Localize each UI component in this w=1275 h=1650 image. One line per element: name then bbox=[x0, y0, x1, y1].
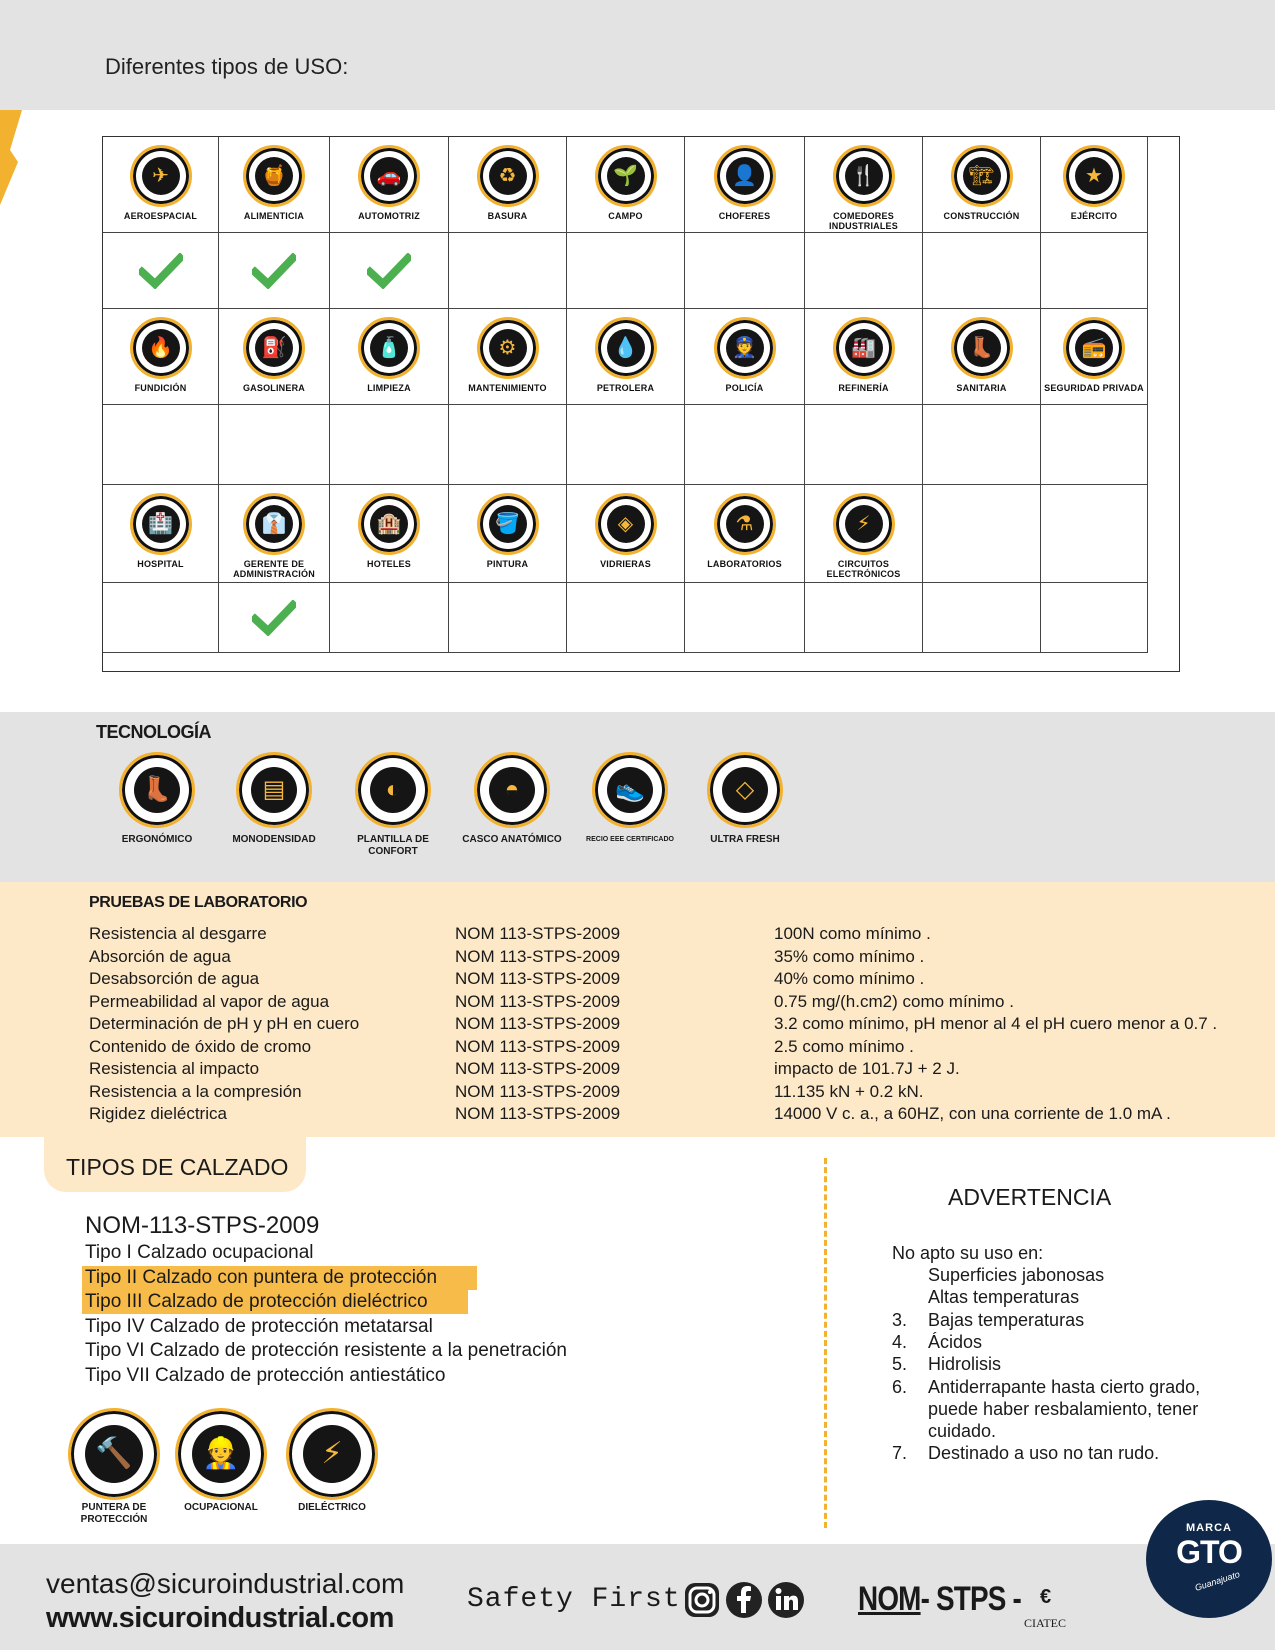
usage-label: AUTOMOTRIZ bbox=[358, 211, 420, 221]
warning-number: 7. bbox=[892, 1443, 908, 1464]
usage-check-cell bbox=[685, 233, 805, 309]
usage-cell bbox=[805, 485, 923, 583]
warning-item: Destinado a uso no tan rudo. bbox=[928, 1443, 1160, 1464]
usage-cell bbox=[330, 485, 449, 583]
usage-label: CAMPO bbox=[608, 211, 643, 221]
usage-check-cell bbox=[330, 233, 449, 309]
usage-check-cell bbox=[219, 583, 330, 653]
usage-label: CHOFERES bbox=[718, 211, 771, 221]
usage-label: ALIMENTICIA bbox=[243, 211, 305, 221]
usage-cell bbox=[330, 309, 449, 405]
fuel-nozzle-icon: ⛽ bbox=[243, 317, 305, 379]
manager-icon: 👔 bbox=[243, 493, 305, 555]
usage-check-cell bbox=[103, 405, 219, 485]
usage-cell bbox=[449, 137, 567, 233]
technology-item bbox=[333, 752, 453, 858]
technology-item bbox=[214, 752, 334, 846]
usage-check-cell bbox=[219, 405, 330, 485]
lab-test-value: 2.5 como mínimo . bbox=[774, 1036, 914, 1056]
lab-test-value: 14000 V c. a., a 60HZ, con una corriente de 1.0 mA . bbox=[774, 1104, 1171, 1123]
lab-test-name: Determinación de pH y pH en cuero bbox=[89, 1014, 360, 1033]
usage-check-cell bbox=[923, 583, 1041, 653]
usage-check-cell bbox=[449, 583, 567, 653]
driver-icon: 👤 bbox=[714, 145, 776, 207]
sole-layers-icon: ▤ bbox=[236, 752, 312, 828]
lab-test-name: Rigidez dieléctrica bbox=[89, 1104, 227, 1123]
usage-cell bbox=[805, 309, 923, 405]
usage-label: GERENTE DE ADMINISTRACIÓN bbox=[233, 559, 315, 579]
radio-icon: 📻 bbox=[1063, 317, 1125, 379]
shoe-type-item: Tipo IV Calzado de protección metatarsal bbox=[85, 1315, 433, 1337]
shoe-types-norm: NOM-113-STPS-2009 bbox=[85, 1212, 320, 1239]
usage-cell bbox=[685, 309, 805, 405]
lab-test-norm: NOM 113-STPS-2009 bbox=[455, 1036, 621, 1056]
usage-cell bbox=[805, 137, 923, 233]
usage-label: AEROESPACIAL bbox=[123, 211, 198, 221]
usage-check-cell bbox=[567, 233, 685, 309]
lab-tests-section bbox=[0, 882, 1275, 1137]
toe-cap-icon: ◓ bbox=[474, 752, 550, 828]
check-icon bbox=[252, 600, 296, 636]
technology-item bbox=[685, 752, 805, 846]
warning-item: Bajas temperaturas bbox=[928, 1309, 1085, 1330]
lab-test-row bbox=[0, 1104, 1275, 1126]
shoe-types-tab-title: TIPOS DE CALZADO bbox=[66, 1154, 289, 1180]
usage-grid bbox=[102, 136, 1180, 672]
technology-label: RECIO EEE CERTIFICADO bbox=[586, 836, 674, 843]
usage-label: SEGURIDAD PRIVADA bbox=[1044, 383, 1144, 393]
usage-label: REFINERÍA bbox=[838, 383, 889, 393]
usage-label: PETROLERA bbox=[596, 383, 655, 393]
usage-cell bbox=[103, 137, 219, 233]
usage-check-cell bbox=[805, 583, 923, 653]
usage-cell bbox=[219, 485, 330, 583]
technology-item bbox=[97, 752, 217, 846]
page-title: Diferentes tipos de USO: bbox=[105, 54, 349, 79]
usage-check-cell bbox=[923, 233, 1041, 309]
lab-test-name: Resistencia a la compresión bbox=[89, 1081, 302, 1101]
technology-label: ERGONÓMICO bbox=[121, 834, 193, 845]
shoe-type-icon-item bbox=[58, 1408, 170, 1526]
sock-shoe-icon: 👟 bbox=[592, 752, 668, 828]
usage-cell bbox=[923, 485, 1041, 583]
usage-label: VIDRIERAS bbox=[600, 559, 651, 569]
warning-item: cuidado. bbox=[928, 1421, 997, 1442]
shoe-type-icon-label: DIELÉCTRICO bbox=[298, 1502, 366, 1513]
usage-cell bbox=[685, 137, 805, 233]
airplane-icon: ✈ bbox=[130, 145, 192, 207]
warning-item: Altas temperaturas bbox=[928, 1287, 1080, 1308]
lab-test-name: Desabsorción de agua bbox=[89, 969, 260, 988]
gto-wordmark: GTO bbox=[1176, 1534, 1242, 1570]
usage-label: HOSPITAL bbox=[137, 559, 184, 569]
trash-bag-icon: ♻ bbox=[477, 145, 539, 207]
usage-label: LIMPIEZA bbox=[367, 383, 411, 393]
shoe-type-item: Tipo I Calzado ocupacional bbox=[85, 1242, 314, 1263]
circuit-icon: ⚡ bbox=[833, 493, 895, 555]
lab-test-norm: NOM 113-STPS-2009 bbox=[455, 924, 621, 943]
car-icon: 🚗 bbox=[358, 145, 420, 207]
usage-check-cell bbox=[685, 405, 805, 485]
lab-test-norm: NOM 113-STPS-2009 bbox=[455, 969, 621, 988]
oil-drop-icon: 💧 bbox=[595, 317, 657, 379]
warning-item: puede haber resbalamiento, tener bbox=[928, 1398, 1199, 1419]
glass-icon: ◈ bbox=[595, 493, 657, 555]
soldier-icon: ★ bbox=[1063, 145, 1125, 207]
warning-number: 5. bbox=[892, 1354, 908, 1375]
usage-label: CONSTRUCCIÓN bbox=[943, 211, 1020, 221]
lab-test-row bbox=[0, 947, 1275, 969]
usage-label: MANTENIMIENTO bbox=[468, 383, 547, 393]
check-icon bbox=[139, 253, 183, 289]
lab-test-value: 0.75 mg/(h.cm2) como mínimo . bbox=[774, 991, 1014, 1011]
lab-test-norm: NOM 113-STPS-2009 bbox=[455, 946, 621, 966]
lab-test-row bbox=[0, 992, 1275, 1014]
gear-wrench-icon: ⚙ bbox=[477, 317, 539, 379]
worker-helmet-icon: 👷 bbox=[175, 1408, 267, 1500]
usage-check-cell bbox=[567, 583, 685, 653]
warning-item: Superficies jabonosas bbox=[928, 1265, 1105, 1285]
warning-item: Hidrolisis bbox=[928, 1354, 1002, 1375]
linkedin-icon[interactable] bbox=[766, 1580, 806, 1620]
lab-test-norm: NOM 113-STPS-2009 bbox=[455, 1059, 621, 1078]
lab-test-norm: NOM 113-STPS-2009 bbox=[455, 991, 621, 1011]
lab-test-name: Resistencia al impacto bbox=[89, 1059, 260, 1078]
warning-number: 6. bbox=[892, 1376, 908, 1397]
oil-pump-icon: 🏭 bbox=[833, 317, 895, 379]
shoe-type-icon-item bbox=[165, 1408, 277, 1514]
usage-label: EJÉRCITO bbox=[1070, 211, 1118, 221]
usage-cell bbox=[103, 309, 219, 405]
usage-label: COMEDORES INDUSTRIALES bbox=[829, 211, 898, 231]
footer bbox=[0, 1544, 1275, 1650]
usage-check-cell bbox=[449, 233, 567, 309]
usage-check-cell bbox=[805, 405, 923, 485]
lab-test-row bbox=[0, 1037, 1275, 1059]
instagram-icon[interactable] bbox=[682, 1580, 722, 1620]
usage-check-cell bbox=[219, 233, 330, 309]
technology-label: CASCO ANATÓMICO bbox=[462, 834, 562, 845]
usage-label: POLICÍA bbox=[725, 383, 764, 393]
usage-check-cell bbox=[567, 405, 685, 485]
fresh-layers-icon: ◇ bbox=[707, 752, 783, 828]
slogan: Safety First bbox=[467, 1584, 681, 1615]
usage-label: BASURA bbox=[487, 211, 528, 221]
marca-gto-logo bbox=[1146, 1500, 1272, 1618]
accent-shape bbox=[0, 110, 22, 205]
usage-cell bbox=[567, 309, 685, 405]
usage-check-cell bbox=[1041, 233, 1148, 309]
usage-cell bbox=[449, 485, 567, 583]
usage-label: GASOLINERA bbox=[242, 383, 305, 393]
usage-label: HOTELES bbox=[367, 559, 411, 569]
usage-check-cell bbox=[330, 405, 449, 485]
lab-test-value: 100N como mínimo . bbox=[774, 924, 931, 943]
lab-tests-title: PRUEBAS DE LABORATORIO bbox=[89, 894, 308, 911]
warning-title: ADVERTENCIA bbox=[948, 1184, 1112, 1210]
contact-email[interactable]: ventas@sicuroindustrial.com bbox=[46, 1568, 405, 1599]
section-divider bbox=[824, 1158, 827, 1528]
usage-cell bbox=[1041, 485, 1148, 583]
usage-check-cell bbox=[103, 233, 219, 309]
lab-test-row bbox=[0, 1059, 1275, 1081]
lab-test-norm: NOM 113-STPS-2009 bbox=[455, 1104, 621, 1123]
header-band bbox=[0, 0, 1275, 110]
usage-label: FUNDICIÓN bbox=[134, 383, 187, 393]
usage-label: CIRCUITOS ELECTRÓNICOS bbox=[826, 559, 901, 579]
usage-cell bbox=[685, 485, 805, 583]
foundry-icon: 🔥 bbox=[130, 317, 192, 379]
shoe-type-icon-item bbox=[276, 1408, 388, 1514]
sprout-icon: 🌱 bbox=[595, 145, 657, 207]
ciatec-mark-icon: € bbox=[1040, 1586, 1052, 1608]
facebook-icon[interactable] bbox=[724, 1580, 764, 1620]
usage-check-cell bbox=[330, 583, 449, 653]
technology-label: MONODENSIDAD bbox=[232, 834, 316, 845]
contact-website[interactable]: www.sicuroindustrial.com bbox=[46, 1602, 394, 1634]
lab-test-name: Resistencia al desgarre bbox=[89, 924, 267, 943]
usage-cell bbox=[103, 485, 219, 583]
lab-test-name: Contenido de óxido de cromo bbox=[89, 1036, 312, 1056]
ciatec-logo: CIATEC bbox=[1024, 1616, 1066, 1630]
paint-bucket-icon: 🪣 bbox=[477, 493, 539, 555]
usage-cell bbox=[923, 137, 1041, 233]
police-icon: 👮 bbox=[714, 317, 776, 379]
usage-check-cell bbox=[1041, 583, 1148, 653]
warning-intro: No apto su uso en: bbox=[892, 1243, 1044, 1263]
usage-label: PINTURA bbox=[486, 559, 529, 569]
crane-icon: 🏗 bbox=[951, 145, 1013, 207]
lab-test-value: 40% como mínimo . bbox=[774, 969, 925, 988]
boots-icon: 👢 bbox=[951, 317, 1013, 379]
lab-test-value: 3.2 como mínimo, pH menor al 4 el pH cuero menor a 0.7 . bbox=[774, 1014, 1218, 1033]
usage-cell bbox=[330, 137, 449, 233]
shoe-type-item: Tipo VII Calzado de protección antiestático bbox=[85, 1365, 446, 1386]
usage-check-cell bbox=[805, 233, 923, 309]
technology-label: PLANTILLA DE CONFORT bbox=[357, 834, 429, 857]
usage-cell bbox=[1041, 137, 1148, 233]
flask-icon: ⚗ bbox=[714, 493, 776, 555]
shoe-types-tab bbox=[44, 1134, 306, 1192]
hospital-icon: 🏥 bbox=[130, 493, 192, 555]
usage-cell bbox=[567, 137, 685, 233]
usage-check-cell bbox=[1041, 405, 1148, 485]
lab-test-value: 35% como mínimo . bbox=[774, 946, 925, 966]
lab-test-row bbox=[0, 1014, 1275, 1036]
shoe-type-item: Tipo III Calzado de protección dieléctrico bbox=[82, 1290, 468, 1314]
usage-cell bbox=[449, 309, 567, 405]
dining-table-icon: 🍴 bbox=[833, 145, 895, 207]
lab-test-value: impacto de 101.7J + 2 J. bbox=[774, 1059, 960, 1078]
toe-cap-hammer-icon: 🔨 bbox=[68, 1408, 160, 1500]
food-jar-icon: 🍯 bbox=[243, 145, 305, 207]
lab-test-norm: NOM 113-STPS-2009 bbox=[455, 1081, 621, 1101]
technology-title: TECNOLOGÍA bbox=[96, 722, 211, 742]
warning-item: Antiderrapante hasta cierto grado, bbox=[928, 1376, 1201, 1397]
usage-cell bbox=[219, 137, 330, 233]
technology-item bbox=[452, 752, 572, 846]
shoe-type-item: Tipo II Calzado con puntera de protección bbox=[82, 1266, 477, 1290]
shoe-type-icon-label: PUNTERA DE PROTECCIÓN bbox=[80, 1502, 148, 1525]
cleaning-spray-icon: 🧴 bbox=[358, 317, 420, 379]
check-icon bbox=[367, 253, 411, 289]
nom-stps-logo: NOM- STPS - bbox=[858, 1580, 1021, 1618]
lab-test-row bbox=[0, 1082, 1275, 1104]
lab-test-row bbox=[0, 969, 1275, 991]
technology-label: ULTRA FRESH bbox=[710, 834, 780, 845]
shoe-type-item: Tipo VI Calzado de protección resistente a la penetración bbox=[85, 1340, 567, 1362]
gto-marca: MARCA bbox=[1186, 1522, 1232, 1534]
lab-test-name: Permeabilidad al vapor de agua bbox=[89, 991, 330, 1011]
check-icon bbox=[252, 253, 296, 289]
hotel-icon: 🏨 bbox=[358, 493, 420, 555]
usage-check-cell bbox=[685, 583, 805, 653]
shoe-type-icon-label: OCUPACIONAL bbox=[184, 1502, 258, 1513]
lab-test-norm: NOM 113-STPS-2009 bbox=[455, 1014, 621, 1033]
warning-number: 3. bbox=[892, 1309, 908, 1330]
lab-test-name: Absorción de agua bbox=[89, 946, 231, 966]
usage-check-cell bbox=[449, 405, 567, 485]
lightning-boot-icon: ⚡ bbox=[286, 1408, 378, 1500]
usage-label: SANITARIA bbox=[956, 383, 1007, 393]
gto-state: Guanajuato bbox=[1193, 1569, 1241, 1593]
usage-cell bbox=[567, 485, 685, 583]
usage-cell bbox=[219, 309, 330, 405]
boot-icon: 👢 bbox=[119, 752, 195, 828]
usage-label: LABORATORIOS bbox=[707, 559, 782, 569]
technology-section bbox=[0, 712, 1275, 882]
warning-number: 4. bbox=[892, 1331, 908, 1352]
technology-item bbox=[570, 752, 690, 846]
usage-cell bbox=[1041, 309, 1148, 405]
warning-item: Ácidos bbox=[928, 1331, 983, 1352]
usage-cell bbox=[923, 309, 1041, 405]
insole-icon: ◐ bbox=[355, 752, 431, 828]
lab-test-row bbox=[0, 924, 1275, 946]
usage-check-cell bbox=[103, 583, 219, 653]
lab-test-value: 11.135 kN + 0.2 kN. bbox=[774, 1081, 924, 1101]
usage-check-cell bbox=[923, 405, 1041, 485]
